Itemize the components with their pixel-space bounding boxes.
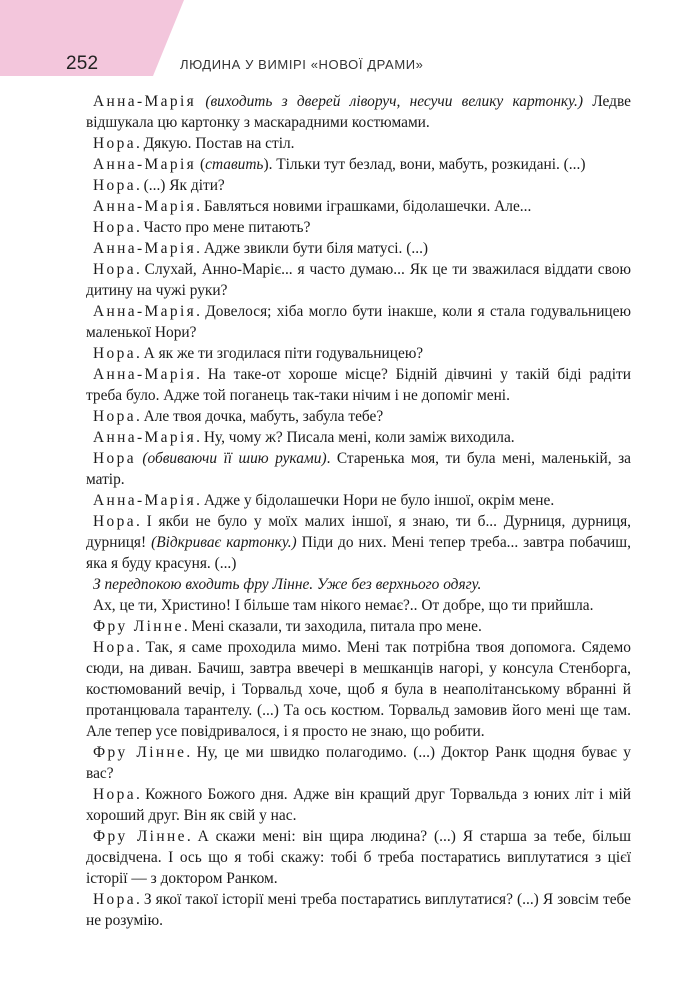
speaker-name: Нора — [93, 639, 136, 656]
dialogue-text: . Але твоя дочка, мабуть, забула тебе? — [135, 408, 384, 425]
stage-direction: (Відкриває картонку.) — [151, 534, 297, 551]
dialogue-text: . Слухай, Анно-Маріє... я часто думаю... Як це ти зважилася віддати свою дитину на чужі руки? — [86, 261, 631, 299]
speaker-name: Нора — [93, 513, 136, 530]
dialogue-paragraph — [86, 427, 631, 448]
speaker-name: Фру Лінне — [93, 828, 187, 845]
speaker-name: Нора — [93, 345, 136, 362]
play-text — [86, 91, 631, 931]
speaker-name: Анна-Марія — [93, 492, 197, 509]
speaker-name: Нора — [93, 135, 136, 152]
dialogue-text: ). Тільки тут безлад, вони, мабуть, розкидані. (...) — [263, 156, 586, 173]
stage-direction: ставить — [205, 156, 264, 173]
speaker-name: Анна-Марія — [93, 429, 197, 446]
dialogue-text: . Часто про мене питають? — [135, 219, 311, 236]
dialogue-paragraph — [86, 196, 631, 217]
dialogue-text: . Дякую. Постав на стіл. — [135, 135, 295, 152]
speaker-name: Анна-Марія — [93, 303, 197, 320]
dialogue-paragraph — [86, 574, 631, 595]
dialogue-paragraph — [86, 511, 631, 574]
dialogue-paragraph — [86, 364, 631, 406]
dialogue-paragraph — [86, 175, 631, 196]
dialogue-text: . На таке-от хороше місце? Бідній дівчині у такій біді радіти треба було. Адже той поганець так-таки нічим і не допоміг мені. — [86, 366, 631, 404]
dialogue-text: . Бавляться новими іграшками, бідолашечки. Але... — [196, 198, 532, 215]
page-number: 252 — [66, 53, 99, 74]
speaker-name: Фру Лінне — [93, 618, 184, 635]
dialogue-paragraph — [86, 343, 631, 364]
dialogue-text: . Так, я саме проходила мимо. Мені так потрібна твоя допомога. Сядемо сюди, на диван. Бачиш, завтра ввечері в мешканців нагорі, у консула Стенборга, костюмований вечір, і Торвальд хоче, щоб я була в неаполітанському вбранні й протанцювала тарантелу. (...) Та ось костюм. Торвальд замовив його мені ще там. Але тепер усе повідривалося, і я просто не знаю, що робити. — [86, 639, 631, 740]
dialogue-text: . (...) Як діти? — [135, 177, 225, 194]
dialogue-text: Ледве відшукала цю картонку з маскарадними костюмами. — [86, 93, 631, 131]
speaker-name: Нора — [93, 786, 136, 803]
dialogue-paragraph — [86, 154, 631, 175]
speaker-name: Анна-Марія — [93, 240, 197, 257]
dialogue-text: . А як же ти згодилася піти годувальницею? — [135, 345, 424, 362]
dialogue-paragraph — [86, 133, 631, 154]
dialogue-text: . З якої такої історії мені треба постаратись виплутатися? (...) Я зовсім тебе не розумію. — [86, 891, 631, 929]
speaker-name: Нора — [93, 261, 136, 278]
speaker-name: Анна-Марія — [93, 198, 197, 215]
stage-direction: (виходить з дверей ліворуч, несучи велику картонку.) — [205, 93, 583, 110]
speaker-name: Нора — [93, 450, 136, 467]
dialogue-text: . Адже у бідолашечки Нори не було іншої, окрім мене. — [196, 492, 555, 509]
dialogue-text: . І якби не було у моїх малих іншої, я знаю, ти б... Дурниця, дурниця, дурниця! — [86, 513, 631, 551]
dialogue-paragraph — [86, 217, 631, 238]
dialogue-text: . А скажи мені: він щира людина? (...) Я старша за тебе, більш досвідчена. І ось що я тобі скажу: тобі б треба постаратись виплутатися з цієї історії — з доктором Ранком. — [86, 828, 631, 887]
dialogue-text: . Мені сказали, ти заходила, питала про мене. — [183, 618, 482, 635]
dialogue-paragraph — [86, 637, 631, 742]
dialogue-paragraph — [86, 784, 631, 826]
speaker-name: Нора — [93, 177, 136, 194]
dialogue-paragraph — [86, 742, 631, 784]
speaker-name: Анна-Марія — [93, 93, 197, 110]
dialogue-text: Ах, це ти, Христино! І більше там нікого немає?.. От добре, що ти прийшла. — [93, 597, 594, 614]
dialogue-text: Піди до них. Мені тепер треба... завтра побачиш, яка я буду красуня. (...) — [86, 534, 631, 572]
speaker-name: Нора — [93, 219, 136, 236]
speaker-name: Анна-Марія — [93, 366, 197, 383]
running-head: ЛЮДИНА У ВИМІРІ «НОВОЇ ДРАМИ» — [180, 57, 424, 72]
speaker-name: Анна-Марія — [93, 156, 197, 173]
dialogue-paragraph — [86, 238, 631, 259]
dialogue-paragraph — [86, 826, 631, 889]
dialogue-paragraph — [86, 889, 631, 931]
dialogue-text: . Кожного Божого дня. Адже він кращий друг Торвальда з юних літ і мій хороший друг. Він як свій у нас. — [86, 786, 631, 824]
dialogue-text: . Ну, чому ж? Писала мені, коли заміж виходила. — [196, 429, 515, 446]
dialogue-paragraph — [86, 91, 631, 133]
dialogue-text: . Довелося; хіба могло бути інакше, коли я стала годувальницею маленької Нори? — [86, 303, 631, 341]
dialogue-text: ( — [196, 156, 206, 173]
dialogue-text — [196, 93, 205, 110]
speaker-name: Нора — [93, 408, 136, 425]
dialogue-paragraph — [86, 301, 631, 343]
dialogue-paragraph — [86, 616, 631, 637]
speaker-name: Фру Лінне — [93, 744, 187, 761]
dialogue-paragraph — [86, 595, 631, 616]
dialogue-text: . Ну, це ми швидко полагодимо. (...) Доктор Ранк щодня буває у вас? — [86, 744, 631, 782]
stage-direction: (обвиваючи її шию руками) — [142, 450, 327, 467]
speaker-name: Нора — [93, 891, 136, 908]
stage-direction: З передпокою входить фру Лінне. Уже без верхнього одягу. — [93, 576, 482, 593]
dialogue-paragraph — [86, 490, 631, 511]
dialogue-paragraph — [86, 448, 631, 490]
dialogue-text: . Адже звикли бути біля матусі. (...) — [196, 240, 429, 257]
dialogue-paragraph — [86, 259, 631, 301]
dialogue-paragraph — [86, 406, 631, 427]
dialogue-text: . Старенька моя, ти була мені, маленькій, за матір. — [86, 450, 631, 488]
